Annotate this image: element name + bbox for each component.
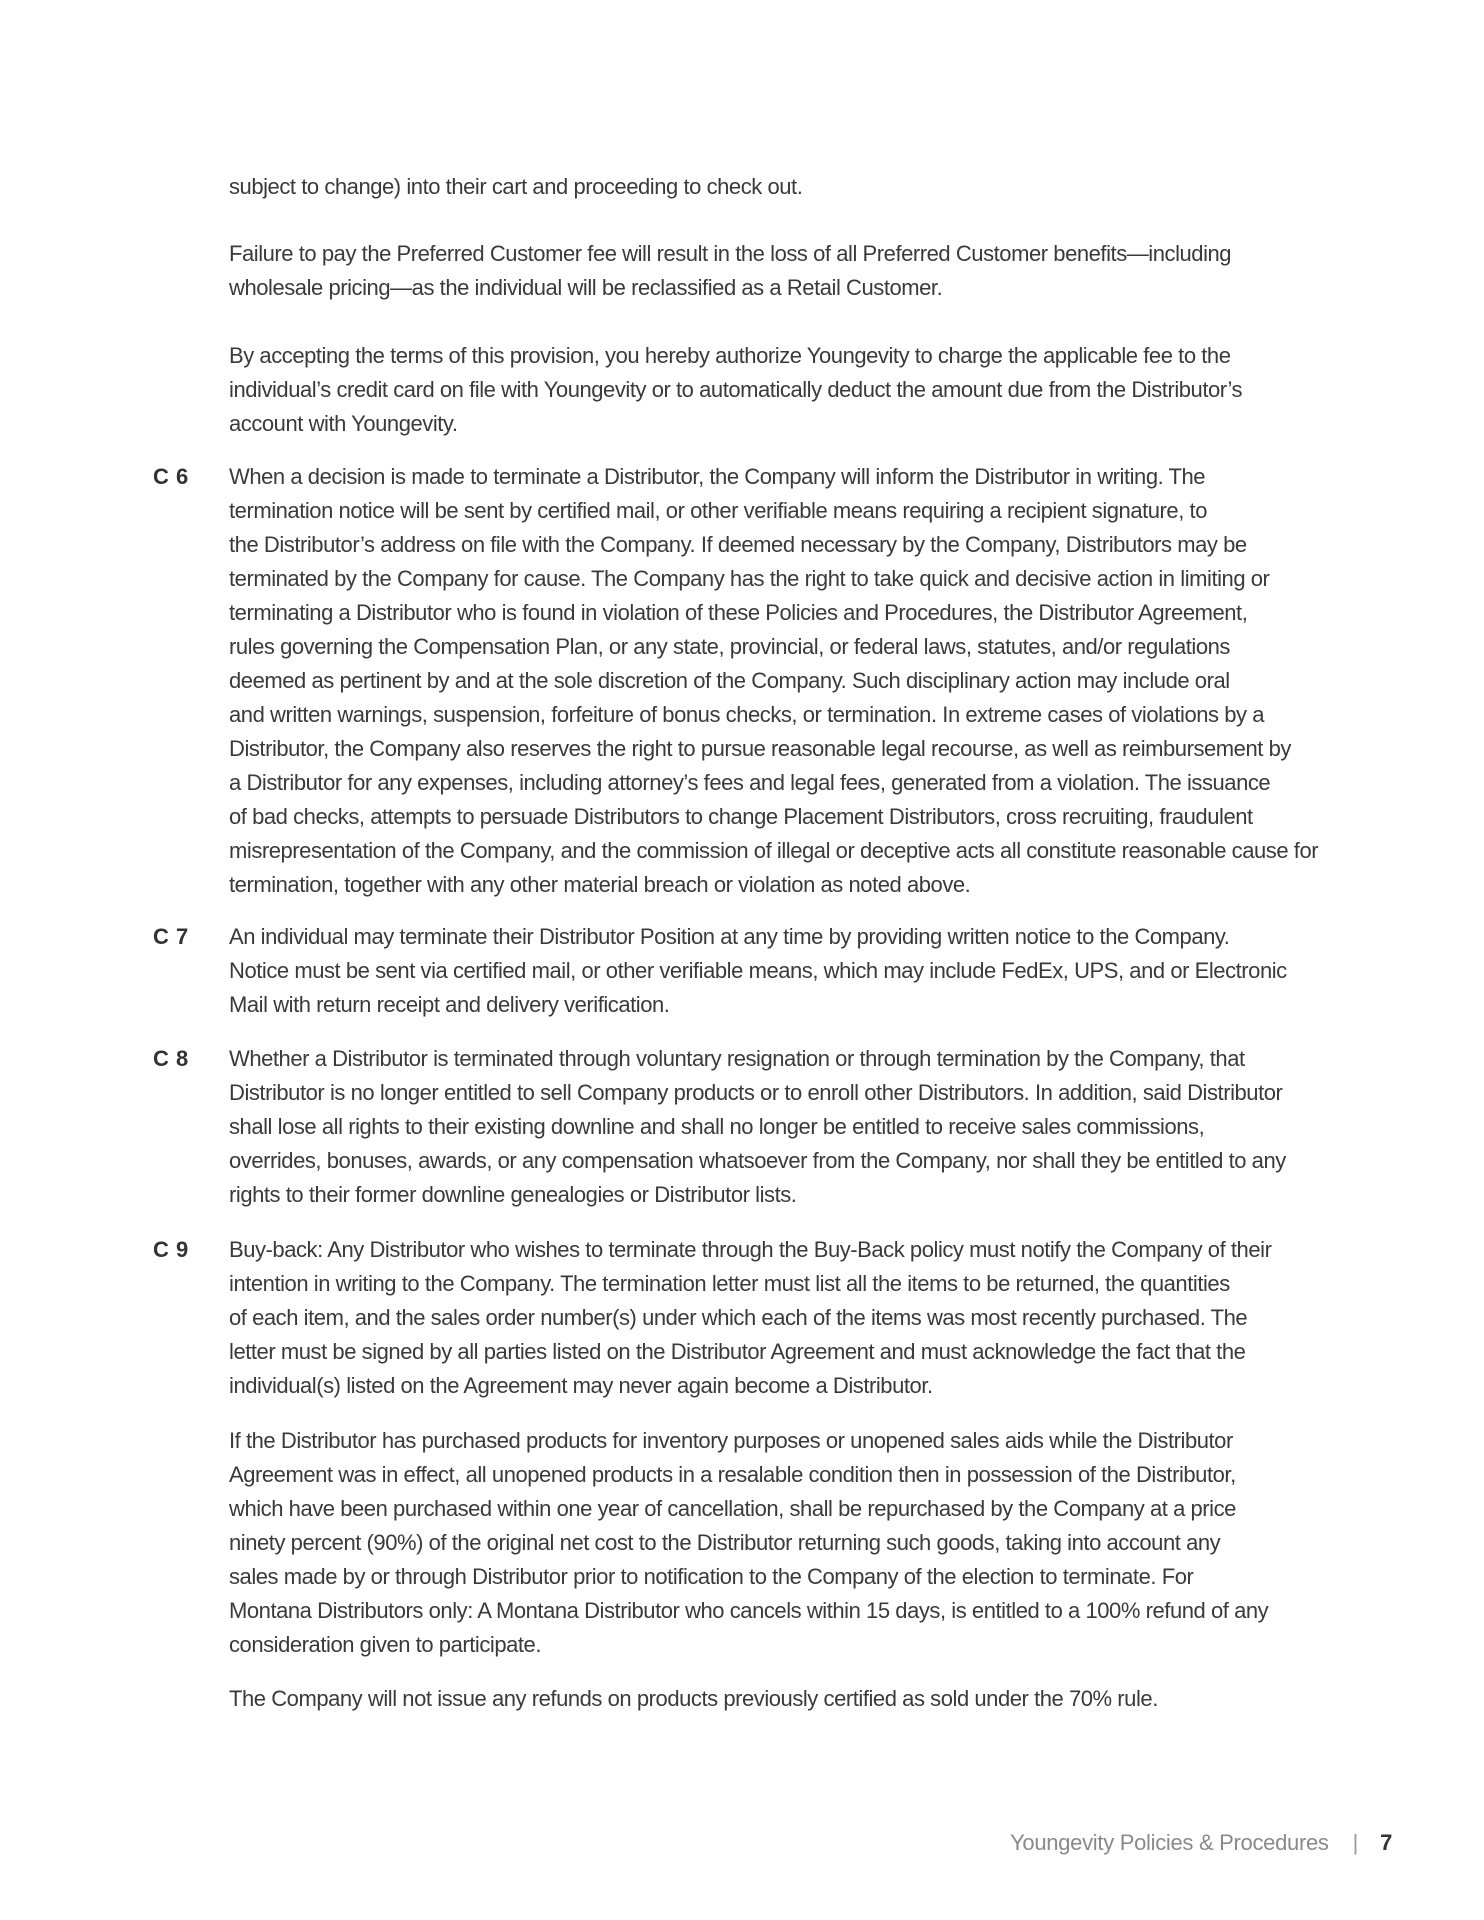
text-line: a Distributor for any expenses, including attorney’s fees and legal fees, generated from a violation. The issuance [229, 770, 1271, 795]
text-line: of bad checks, attempts to persuade Distributors to change Placement Distributors, cross recruiting, fraudulent [229, 804, 1253, 829]
text-line: wholesale pricing—as the individual will be reclassified as a Retail Customer. [229, 275, 943, 300]
text-line: termination, together with any other material breach or violation as noted above. [229, 872, 971, 897]
refund-note-paragraph [229, 1682, 1339, 1716]
text-line: overrides, bonuses, awards, or any compensation whatsoever from the Company, nor shall they be entitled to any [229, 1148, 1286, 1173]
text-line: The Company will not issue any refunds on products previously certified as sold under the 70% rule. [229, 1686, 1158, 1711]
section-label-c9: C 9 [153, 1237, 189, 1262]
text-line: misrepresentation of the Company, and the commission of illegal or deceptive acts all constitute reasonable cause for [229, 838, 1319, 863]
text-line: deemed as pertinent by and at the sole discretion of the Company. Such disciplinary action may include oral [229, 668, 1230, 693]
text-line: Distributor is no longer entitled to sell Company products or to enroll other Distributors. In addition, said Distributor [229, 1080, 1283, 1105]
text-line: Distributor, the Company also reserves the right to pursue reasonable legal recourse, as well as reimbursement by [229, 736, 1291, 761]
section-label-c8: C 8 [153, 1046, 189, 1071]
text-line: shall lose all rights to their existing downline and shall no longer be entitled to receive sales commissions, [229, 1114, 1205, 1139]
text-line: account with Youngevity. [229, 411, 458, 436]
page-number: 7 [1380, 1830, 1392, 1855]
text-line: which have been purchased within one year of cancellation, shall be repurchased by the Company at a price [229, 1496, 1236, 1521]
text-line: Buy-back: Any Distributor who wishes to terminate through the Buy-Back policy must notify the Company of their [229, 1237, 1272, 1262]
text-line: sales made by or through Distributor prior to notification to the Company of the election to terminate. For [229, 1564, 1194, 1589]
intro-continuation [229, 170, 1339, 204]
text-line: intention in writing to the Company. The termination letter must list all the items to be returned, the quantities [229, 1271, 1230, 1296]
section-c9-text [229, 1233, 1339, 1403]
text-line: subject to change) into their cart and proceeding to check out. [229, 174, 803, 199]
text-line: consideration given to participate. [229, 1632, 542, 1657]
section-c6-text [229, 460, 1339, 902]
page-footer [1010, 1826, 1392, 1860]
footer-divider: | [1352, 1830, 1359, 1855]
authorization-paragraph [229, 339, 1339, 441]
text-line: terminating a Distributor who is found in violation of these Policies and Procedures, the Distributor Agreement, [229, 600, 1248, 625]
text-line: Mail with return receipt and delivery verification. [229, 992, 670, 1017]
section-c8-text [229, 1042, 1339, 1212]
footer-title: Youngevity Policies & Procedures [1010, 1830, 1329, 1855]
text-line: individual’s credit card on file with Youngevity or to automatically deduct the amount due from the Distributor’s [229, 377, 1243, 402]
text-line: When a decision is made to terminate a Distributor, the Company will inform the Distributor in writing. The [229, 464, 1206, 489]
text-line: Failure to pay the Preferred Customer fee will result in the loss of all Preferred Customer benefits—including [229, 241, 1232, 266]
text-line: ninety percent (90%) of the original net cost to the Distributor returning such goods, taking into account any [229, 1530, 1221, 1555]
text-line: the Distributor’s address on file with the Company. If deemed necessary by the Company, Distributors may be [229, 532, 1247, 557]
text-line: Whether a Distributor is terminated through voluntary resignation or through termination by the Company, that [229, 1046, 1245, 1071]
repurchase-paragraph [229, 1424, 1339, 1662]
text-line: rights to their former downline genealogies or Distributor lists. [229, 1182, 797, 1207]
text-line: Agreement was in effect, all unopened products in a resalable condition then in possession of the Distributor, [229, 1462, 1236, 1487]
text-line: terminated by the Company for cause. The Company has the right to take quick and decisive action in limiting or [229, 566, 1270, 591]
section-label-c6: C 6 [153, 464, 189, 489]
text-line: rules governing the Compensation Plan, or any state, provincial, or federal laws, statutes, and/or regulations [229, 634, 1230, 659]
text-line: termination notice will be sent by certified mail, or other verifiable means requiring a recipient signature, to [229, 498, 1207, 523]
text-line: letter must be signed by all parties listed on the Distributor Agreement and must acknowledge the fact that the [229, 1339, 1246, 1364]
text-line: and written warnings, suspension, forfeiture of bonus checks, or termination. In extreme cases of violations by a [229, 702, 1265, 727]
text-line: By accepting the terms of this provision, you hereby authorize Youngevity to charge the applicable fee to the [229, 343, 1231, 368]
text-line: If the Distributor has purchased products for inventory purposes or unopened sales aids while the Distributor [229, 1428, 1233, 1453]
fee-failure-paragraph [229, 237, 1339, 305]
section-label-c7: C 7 [153, 924, 189, 949]
text-line: An individual may terminate their Distributor Position at any time by providing written notice to the Company. [229, 924, 1230, 949]
text-line: Montana Distributors only: A Montana Distributor who cancels within 15 days, is entitled to a 100% refund of any [229, 1598, 1269, 1623]
text-line: of each item, and the sales order number(s) under which each of the items was most recently purchased. The [229, 1305, 1248, 1330]
text-line: Notice must be sent via certified mail, or other verifiable means, which may include FedEx, UPS, and or Electronic [229, 958, 1287, 983]
text-line: individual(s) listed on the Agreement may never again become a Distributor. [229, 1373, 933, 1398]
section-c7-text [229, 920, 1339, 1022]
